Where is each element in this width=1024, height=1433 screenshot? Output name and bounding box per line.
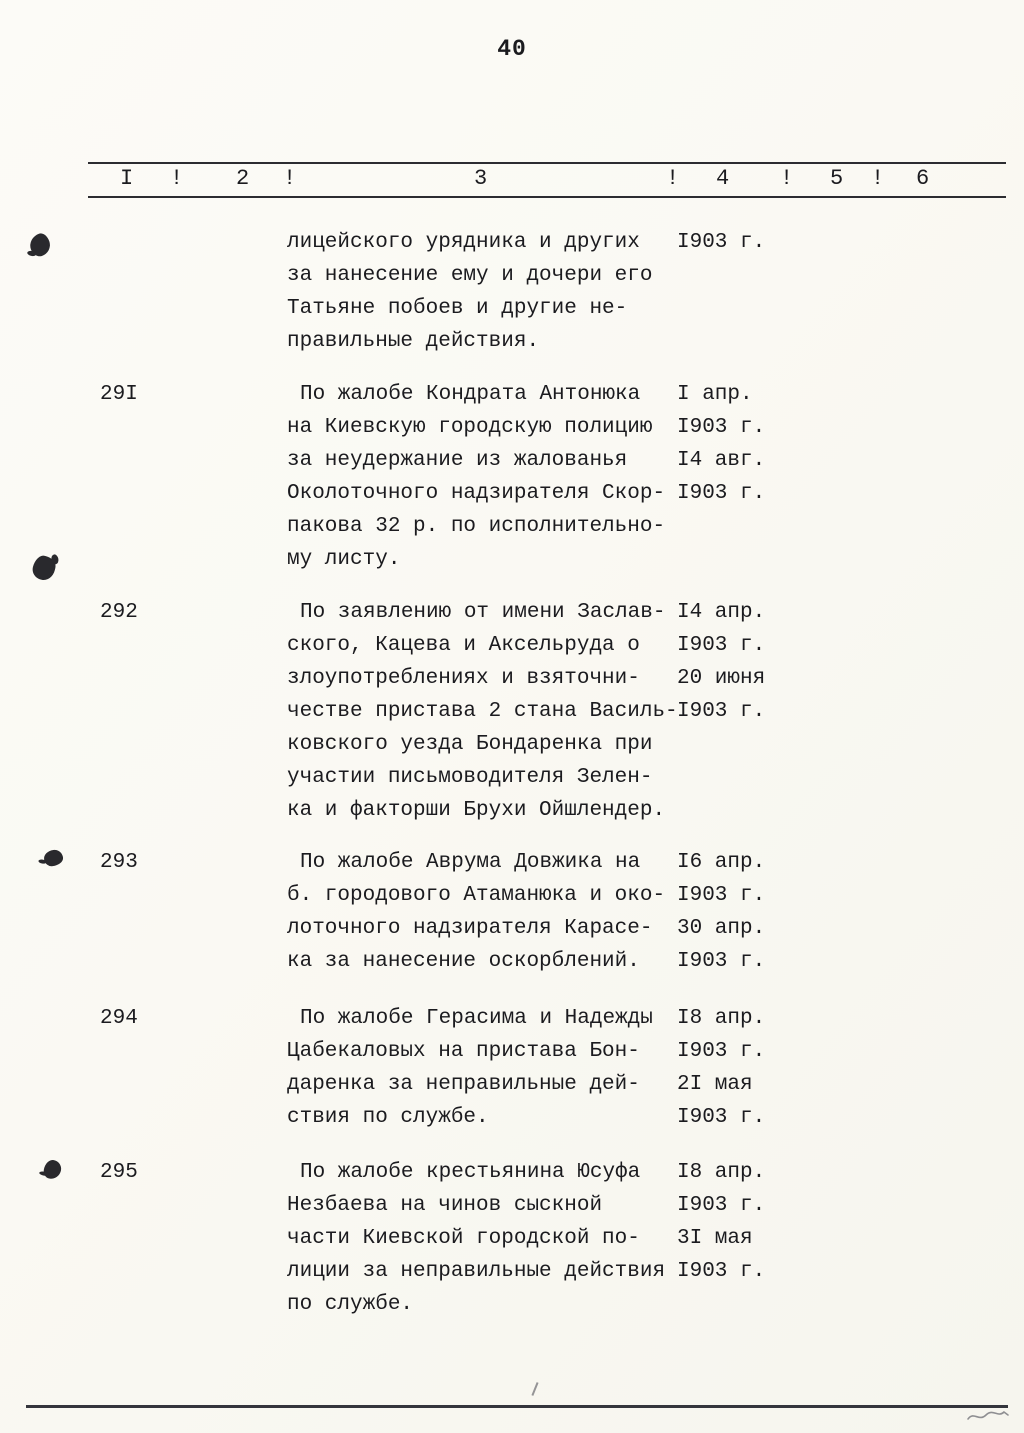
entry-number: 29I [100, 383, 138, 406]
header-col-2: 2 [236, 166, 250, 191]
page-bottom-rule [26, 1405, 1008, 1408]
entry-body [287, 596, 907, 827]
entry-date: I903 г. [677, 700, 766, 723]
entry-date: I903 г. [677, 1194, 766, 1217]
entry-text-line: По жалобе крестьянина Юсуфа [300, 1161, 641, 1184]
entry-text-line: По заявлению от имени Заслав- [300, 601, 666, 624]
entry-text-line: злоупотреблениях и взяточни- [287, 667, 640, 690]
entry-text-line: на Киевскую городскую полицию [287, 416, 653, 439]
entry-text-line: Цабекаловых на пристава Бон- [287, 1040, 640, 1063]
entry-date: I903 г. [677, 1106, 766, 1129]
table-header-row [0, 166, 1024, 194]
entry-number: 294 [100, 1007, 138, 1030]
header-separator: ! [170, 166, 184, 191]
entry-text-line: Околоточного надзирателя Скор- [287, 482, 666, 505]
entry-date: 20 июня [677, 667, 766, 690]
entry-text-line: Татьяне побоев и другие не- [287, 297, 628, 320]
entry-number: 295 [100, 1161, 138, 1184]
entry-text-line: части Киевской городской по- [287, 1227, 640, 1250]
entry-date: I8 апр. [677, 1161, 766, 1184]
entry-date: 2I мая [677, 1073, 753, 1096]
ink-blot [42, 1159, 62, 1181]
header-separator: ! [871, 166, 885, 191]
entry-text-line: ка и факторши Брухи Ойшлендер. [287, 799, 666, 822]
entry-number: 292 [100, 601, 138, 624]
entry-date: I4 авг. [677, 449, 766, 472]
entry-text-line: честве пристава 2 стана Василь- [287, 700, 678, 723]
page-number: 40 [497, 36, 527, 62]
entry-text-line: за неудержание из жалованья [287, 449, 628, 472]
table-top-rule [88, 162, 1006, 164]
entry-date: I6 апр. [677, 851, 766, 874]
entry-number: 293 [100, 851, 138, 874]
table-header-rule [88, 196, 1006, 198]
header-col-5: 5 [830, 166, 844, 191]
entry-date: I8 апр. [677, 1007, 766, 1030]
entry-body [287, 846, 907, 978]
entry-text-line: б. городового Атаманюка и око- [287, 884, 666, 907]
header-col-4: 4 [716, 166, 730, 191]
stray-mark [531, 1382, 538, 1396]
entry-text-line: участии письмоводителя Зелен- [287, 766, 653, 789]
entry-body [287, 1156, 907, 1321]
entry-date: I903 г. [677, 950, 766, 973]
entry-date: I903 г. [677, 884, 766, 907]
entry-text-line: Незбаева на чинов сыскной [287, 1194, 603, 1217]
entry-date: 30 апр. [677, 917, 766, 940]
entry-text-line: лицейского урядника и других [287, 231, 640, 254]
entry-text-line: ствия по службе. [287, 1106, 489, 1129]
entry-date: I903 г. [677, 416, 766, 439]
entry-date: I903 г. [677, 634, 766, 657]
entry-text-line: По жалобе Аврума Довжика на [300, 851, 641, 874]
entry-text-line: ковского уезда Бондаренка при [287, 733, 653, 756]
entry-text-line: му листу. [287, 548, 401, 571]
pencil-scribble [966, 1406, 1010, 1426]
entry-body [287, 1002, 907, 1134]
entry-body [287, 378, 907, 576]
entry-text-line: По жалобе Кондрата Антонюка [300, 383, 641, 406]
ink-blot [43, 849, 64, 867]
entry-text-line: лоточного надзирателя Карасе- [287, 917, 653, 940]
header-col-3: 3 [474, 166, 488, 191]
header-col-6: 6 [916, 166, 930, 191]
ink-blot [27, 231, 53, 258]
header-col-1: I [120, 166, 134, 191]
ink-blot [30, 554, 57, 583]
entry-text-line: даренка за неправильные дей- [287, 1073, 640, 1096]
entry-text-line: за нанесение ему и дочери его [287, 264, 653, 287]
entry-date: I903 г. [677, 1040, 766, 1063]
entry-text-line: ка за нанесение оскорблений. [287, 950, 640, 973]
header-separator: ! [666, 166, 680, 191]
entry-date: I4 апр. [677, 601, 766, 624]
entry-date: I903 г. [677, 1260, 766, 1283]
entry-text-line: ского, Кацева и Аксельруда о [287, 634, 640, 657]
entry-text-line: по службе. [287, 1293, 414, 1316]
header-separator: ! [283, 166, 297, 191]
entry-text-line: По жалобе Герасима и Надежды [300, 1007, 653, 1030]
header-separator: ! [780, 166, 794, 191]
entry-date: 3I мая [677, 1227, 753, 1250]
entry-date: I апр. [677, 383, 753, 406]
entry-text-line: лиции за неправильные действия [287, 1260, 666, 1283]
entry-text-line: пакова 32 р. по исполнительно- [287, 515, 666, 538]
entry-text-line: правильные действия. [287, 330, 540, 353]
entry-body [287, 226, 907, 358]
entry-date: I903 г. [677, 482, 766, 505]
entry-date: I903 г. [677, 231, 766, 254]
